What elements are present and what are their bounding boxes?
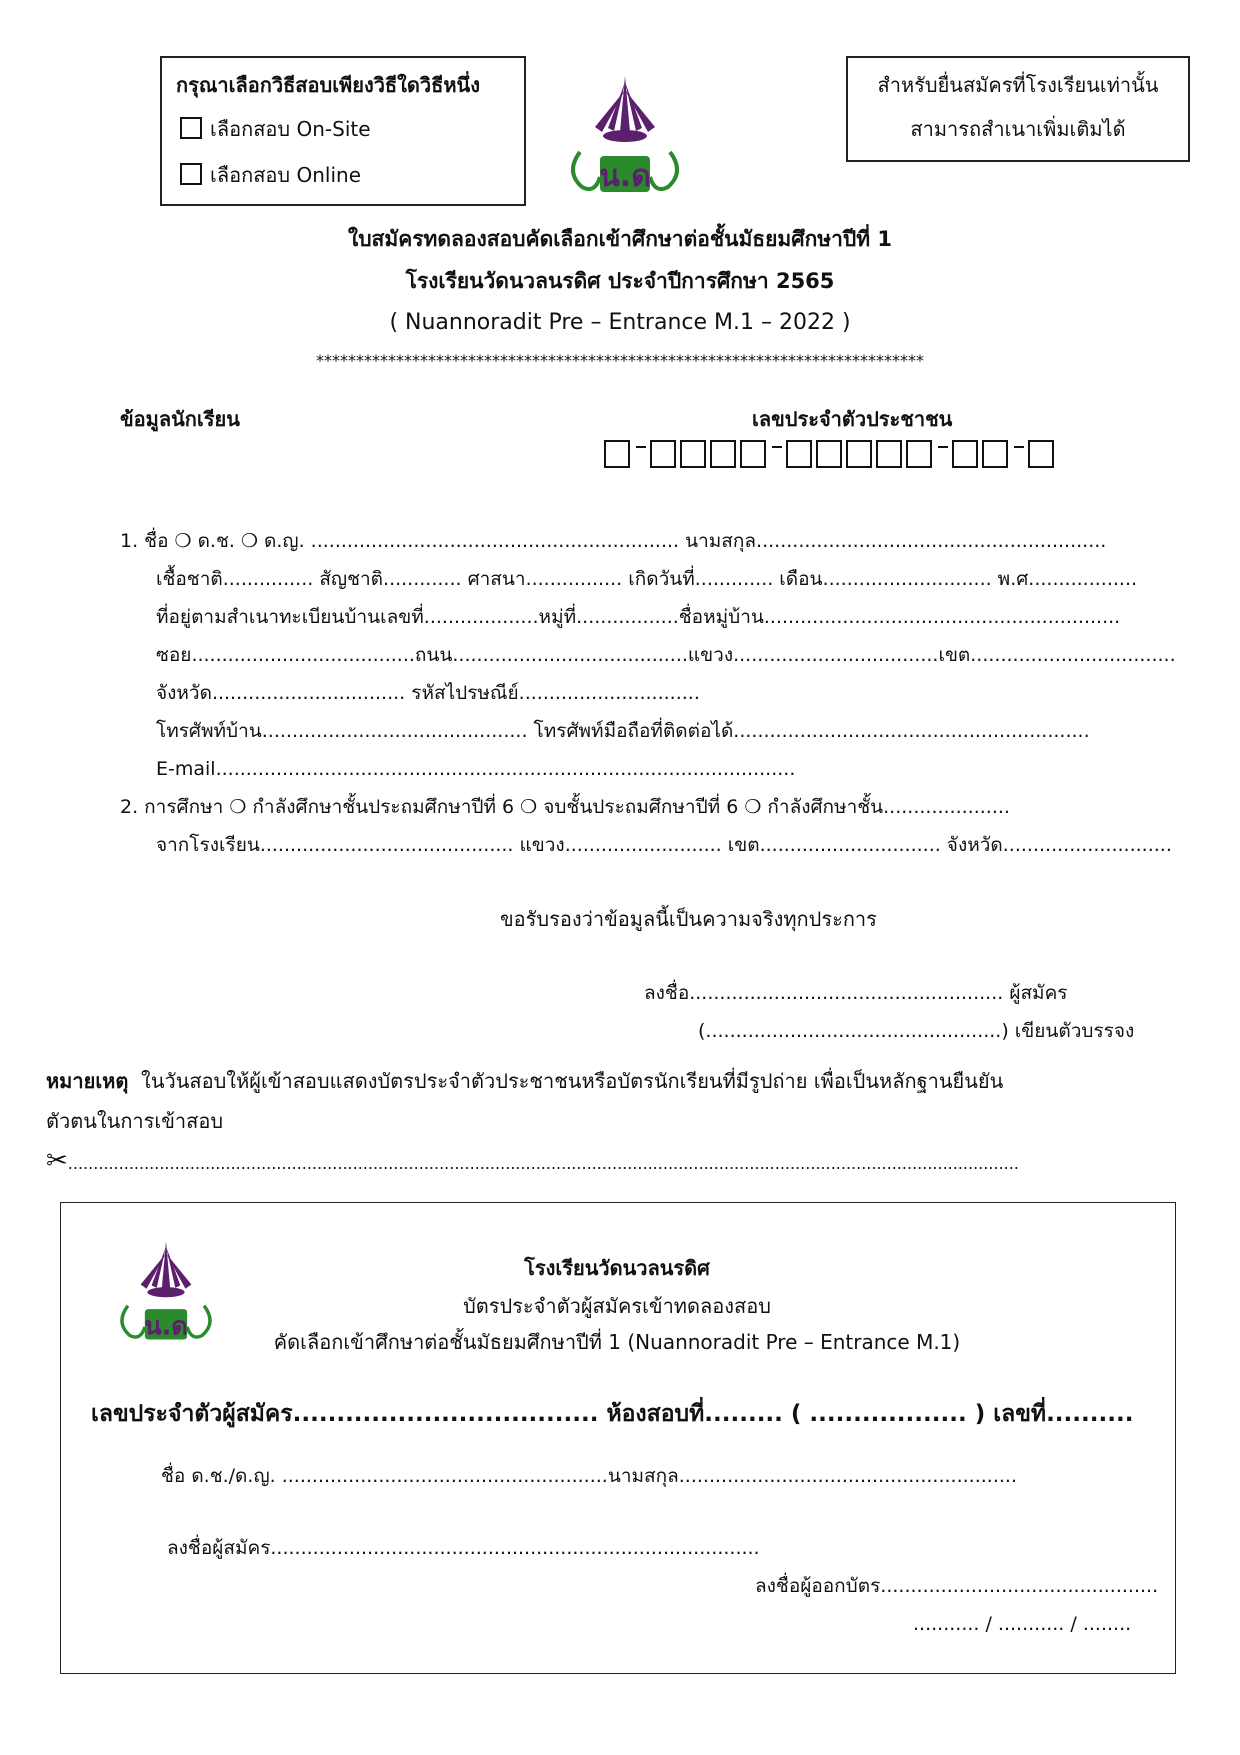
id-digit-box[interactable]: [906, 440, 932, 468]
school-emblem-icon: [560, 72, 690, 202]
card-title: บัตรประจำตัวผู้สมัครเข้าทดลองสอบ: [463, 1294, 771, 1318]
header-stars: ****************************************************************************: [316, 351, 924, 370]
note-text1: ในวันสอบให้ผู้เข้าสอบแสดงบัตรประจำตัวประชาชนหรือบัตรนักเรียนที่มีรูปถ่าย เพื่อเป็นหลักฐานยืนยัน: [141, 1069, 1004, 1093]
option-online-label: เลือกสอบ Online: [210, 163, 361, 187]
student-info-label: ข้อมูลนักเรียน: [120, 407, 240, 431]
id-digit-box[interactable]: [1028, 440, 1054, 468]
header-english: ( Nuannoradit Pre – Entrance M.1 – 2022 ): [389, 310, 851, 335]
national-id-boxes[interactable]: [604, 440, 1058, 468]
applicant-card: [60, 1202, 1176, 1674]
note-line1: [46, 1068, 1003, 1094]
card-date[interactable]: ........... / ........... / ........: [913, 1613, 1132, 1635]
id-separator: [938, 446, 948, 448]
form-line-nationality[interactable]: เชื้อชาติ............... สัญชาติ............. ศาสนา................ เกิดวันที่............. เดือน............................ พ.ศ..................: [156, 568, 1138, 590]
card-issuer-sign[interactable]: ลงชื่อผู้ออกบัตร..............................................: [755, 1575, 1159, 1597]
cut-line: [46, 1148, 1192, 1177]
cut-dots: ...........................................................................................................................................................................................: [67, 1154, 1019, 1173]
form-line-email[interactable]: E-mail................................................................................................: [156, 758, 796, 780]
card-logo-text: น.ด: [144, 1310, 188, 1341]
card-id-line[interactable]: เลขประจำตัวผู้สมัคร................................... ห้องสอบที่......... ( .................. ) เลขที่..........: [91, 1401, 1134, 1427]
id-digit-box[interactable]: [710, 440, 736, 468]
online-checkbox[interactable]: [180, 163, 202, 185]
certify-text: ขอรับรองว่าข้อมูลนี้เป็นความจริงทุกประการ: [500, 907, 877, 931]
form-line-school[interactable]: จากโรงเรียน.......................................... แขวง.......................... เขต.............................. จังหวัด............................: [156, 834, 1172, 856]
card-school: โรงเรียนวัดนวลนรดิศ: [524, 1256, 710, 1280]
scissors-icon: ✂: [46, 1148, 68, 1176]
notice-line2: สามารถสำเนาเพิ่มเติมได้: [910, 117, 1126, 141]
option-onsite-label: เลือกสอบ On-Site: [210, 117, 371, 141]
exam-choice-box: [160, 56, 526, 206]
form-line-phone[interactable]: โทรศัพท์บ้าน............................................ โทรศัพท์มือถือที่ติดต่อได้...........................................................: [156, 720, 1090, 742]
id-digit-box[interactable]: [786, 440, 812, 468]
header-school: โรงเรียนวัดนวลนรดิศ ประจำปีการศึกษา 2565: [405, 269, 835, 293]
option-online[interactable]: [180, 162, 361, 188]
card-subtitle: คัดเลือกเข้าศึกษาต่อชั้นมัธยมศึกษาปีที่ 1 (Nuannoradit Pre – Entrance M.1): [273, 1330, 961, 1354]
notice-line1: สำหรับยื่นสมัครที่โรงเรียนเท่านั้น: [877, 73, 1159, 97]
national-id-label: เลขประจำตัวประชาชน: [752, 407, 953, 431]
note-text2: ตัวตนในการเข้าสอบ: [46, 1109, 224, 1133]
id-digit-box[interactable]: [816, 440, 842, 468]
exam-choice-title: กรุณาเลือกวิธีสอบเพียงวิธีใดวิธีหนึ่ง: [176, 73, 480, 97]
logo-text: น.ด: [599, 159, 651, 194]
id-digit-box[interactable]: [740, 440, 766, 468]
form-line-address[interactable]: ที่อยู่ตามสำเนาทะเบียนบ้านเลขที่...................หมู่ที่.................ชื่อหมู่บ้าน...........................................................: [156, 606, 1121, 628]
form-line-street[interactable]: ซอย.....................................ถนน.......................................แขวง..................................เขต..................................: [156, 644, 1176, 666]
form-line-education[interactable]: 2. การศึกษา ❍ กำลังศึกษาชั้นประถมศึกษาปีที่ 6 ❍ จบชั้นประถมศึกษาปีที่ 6 ❍ กำลังศึกษาชั้น.....................: [120, 796, 1010, 818]
id-digit-box[interactable]: [680, 440, 706, 468]
id-separator: [772, 446, 782, 448]
id-separator: [636, 446, 646, 448]
form-line-name[interactable]: 1. ชื่อ ❍ ด.ช. ❍ ด.ญ. ............................................................. นามสกุล..........................................................: [120, 530, 1107, 552]
id-digit-box[interactable]: [876, 440, 902, 468]
onsite-checkbox[interactable]: [180, 117, 202, 139]
id-digit-box[interactable]: [982, 440, 1008, 468]
form-line-province[interactable]: จังหวัด................................ รหัสไปรษณีย์..............................: [156, 682, 700, 704]
id-separator: [1014, 446, 1024, 448]
option-onsite[interactable]: [180, 116, 371, 142]
note-label: หมายเหตุ: [46, 1069, 129, 1093]
id-digit-box[interactable]: [650, 440, 676, 468]
card-applicant-sign[interactable]: ลงชื่อผู้สมัคร.................................................................................: [167, 1537, 760, 1559]
card-name-line[interactable]: ชื่อ ด.ช./ด.ญ. ......................................................นามสกุล........................................................: [161, 1465, 1017, 1487]
id-digit-box[interactable]: [846, 440, 872, 468]
id-digit-box[interactable]: [604, 440, 630, 468]
applicant-name-print-line[interactable]: (.................................................) เขียนตัวบรรจง: [698, 1020, 1135, 1042]
applicant-signature-line[interactable]: ลงชื่อ.................................................... ผู้สมัคร: [644, 982, 1068, 1004]
id-digit-box[interactable]: [952, 440, 978, 468]
notice-box: [846, 56, 1190, 162]
header-title: ใบสมัครทดลองสอบคัดเลือกเข้าศึกษาต่อชั้นมัธยมศึกษาปีที่ 1: [347, 227, 893, 251]
